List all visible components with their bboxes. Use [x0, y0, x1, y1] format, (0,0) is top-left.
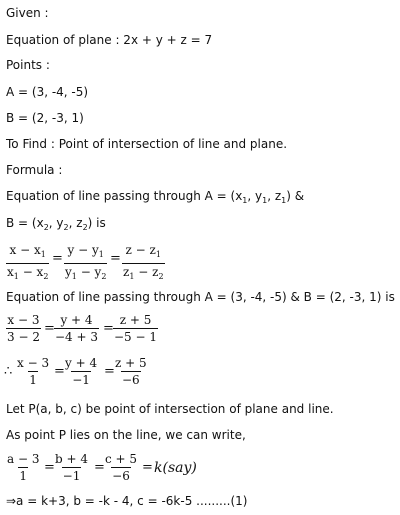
equals-sign: =: [103, 321, 114, 336]
eq3-fraction-c: $\frac{c + 5}{-6}$: [105, 452, 138, 483]
points-heading: Points :: [6, 58, 50, 72]
result-line: ⇒a = k+3, b = -k - 4, c = -6k-5 .........(1): [6, 494, 248, 508]
general-fraction-x: $\frac{x - x_1}{x_1 - x_2}$: [6, 243, 49, 284]
eq3-fraction-b: $\frac{b + 4}{-1}$: [55, 452, 88, 483]
general-fraction-z: $\frac{z - z_1}{z_1 - z_2}$: [122, 243, 165, 284]
eq2-fraction-y: $\frac{y + 4}{-1}$: [65, 356, 98, 387]
equals-sign: =: [104, 364, 115, 379]
as-point-statement: As point P lies on the line, we can write,: [6, 428, 246, 442]
equals-sign: =: [52, 251, 63, 266]
to-find: To Find : Point of intersection of line and plane.: [6, 137, 288, 151]
eq3-fraction-a: $\frac{a - 3}{1}$: [7, 452, 40, 483]
let-p-statement: Let P(a, b, c) be point of intersection of plane and line.: [6, 402, 334, 416]
eq2-fraction-x: $\frac{x - 3}{1}$: [17, 356, 50, 387]
equals-sign: =: [142, 460, 153, 475]
line-equation-text: Equation of line passing through A = (3, -4, -5) & B = (2, -3, 1) is: [6, 290, 395, 304]
equals-sign: =: [44, 321, 55, 336]
eq1-fraction-z: $\frac{z + 5}{-5 - 1}$: [114, 313, 158, 344]
eq1-fraction-x: $\frac{x - 3}{3 - 2}$: [7, 313, 40, 344]
formula-heading: Formula :: [6, 163, 63, 177]
equals-sign: =: [54, 364, 65, 379]
line-formula-2: $B = (x_2$, $y_2$, $z_2$) is: [6, 216, 106, 232]
eq1-fraction-y: $\frac{y + 4}{-4 + 3}$: [55, 313, 99, 344]
general-fraction-y: $\frac{y - y_1}{y_1 - y_2}$: [64, 243, 107, 284]
point-a: A = (3, -4, -5): [6, 85, 89, 99]
plane-equation: Equation of plane : 2x + y + z = 7: [6, 33, 213, 47]
point-b: B = (2, -3, 1): [6, 111, 84, 125]
therefore-symbol: ∴: [4, 364, 13, 379]
line-formula-1: Equation of line passing through $A = (x_1$, $y_1$, $z_1$) &: [6, 189, 305, 205]
eq2-fraction-z: $\frac{z + 5}{-6}$: [115, 356, 147, 387]
equals-sign: =: [94, 460, 105, 475]
equals-sign: =: [110, 251, 121, 266]
k-say: k(say): [154, 460, 197, 476]
given-heading: Given :: [6, 6, 49, 20]
equals-sign: =: [44, 460, 55, 475]
